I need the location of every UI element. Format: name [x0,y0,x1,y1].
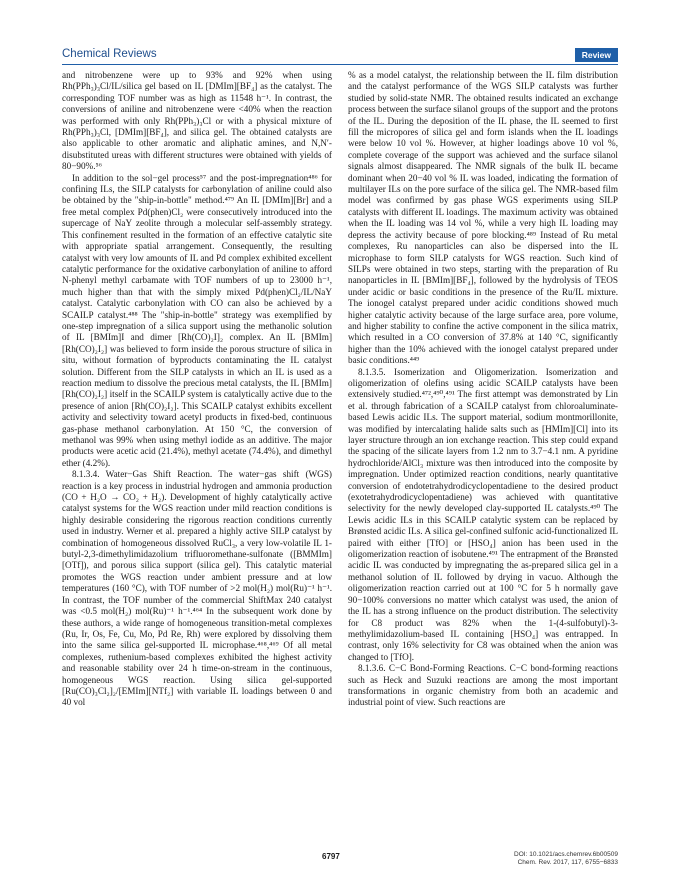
section-paragraph-wgs: 8.1.3.4. Water−Gas Shift Reaction. The water−gas shift (WGS) reaction is a key process in industrial hydrogen and ammonia production (CO + H₂O → CO₂ + H₂). Development of highly catalytically active catalyst systems for the WGS reaction under mild reaction conditions is highly desirable considering the rigorous reaction conditions currently used in industry. Werner et al. prepared a highly active SILP catalyst by combination of homogeneous dissolved RuCl₃, a very low-volatile IL 1-butyl-2,3-dimethylimidazolium trifluoromethane-sulfonate ([BMMIm][OTf]), and porous silica support (silica gel). This catalytic material promotes the WGS reaction under ambient pressure and at low temperatures (160 °C), with TOF number of >2 mol(H₂) mol(Ru)⁻¹ h⁻¹. In contrast, the TOF number of the commercial ShiftMax 240 catalyst was <0.5 mol(H₂) mol(Ru)⁻¹ h⁻¹.⁴⁶⁴ In the subsequent work done by these authors, a wide range of homogeneous transition-metal complexes (Ru, Ir, Os, Fe, Cu, Mo, Pd Re, Rh) were explored by dissolving them into the same silica gel-supported IL microphase.⁴⁶⁸,⁴⁶⁹ Of all metal complexes, ruthenium-based complexes exhibited the highest activity and reasonable stability over 24 h time-on-stream in the continuous, homogeneous WGS reaction. Using silica gel-supported [Ru(CO)₃Cl₂]₂/[EMIm][NTf₂] with variable IL loadings between 0 and 40 vol [62,469,332,708]
journal-title: Chemical Reviews [62,48,157,60]
paragraph: In addition to the sol−gel process⁵⁷ and the post-impregnation⁴⁸⁶ for confining ILs, the SILP catalysts for carbonylation of aniline could also be obtained by the "ship-in-bottle" method.⁴⁷⁹ An IL [DMIm][Br] and a free metal complex Pd(phen)Cl₂ were consecutively introduced into the supercage of NaY zeolite through a molecular self-assembly strategy. This confinement resulted in the formation of an effective catalytic site with appropriate spatial arrangement. Consequently, the resulting catalyst with very low amounts of IL and Pd complex exhibited excellent catalytic performance for the oxidative carbonylation of aniline to afford N-phenyl methyl carbamate with TOF numbers of up to 23000 h⁻¹, much higher than that with the simply mixed Pd(phen)Cl₂/IL/NaY catalyst. Catalytic carbonylation with CO can also be achieved by a SCAILP catalyst.⁴⁸⁸ The "ship-in-bottle" strategy was exemplified by one-step impregnation of a silica support using the methanolic solution of IL [BMIm]I and dimer [Rh(CO)₂I]₂ complex. An IL [BMIm][Rh(CO)₂I₂] was believed to form inside the porous structure of silica in situ, without formation of byproducts contaminating the IL catalyst solution. Different from the SILP catalysts in which an IL is used as a reaction medium to dissolve the precious metal catalysts, the IL [BMIm][Rh(CO)₂I₂] itself in the SCAILP system is catalytically active due to the presence of anion [Rh(CO)₂I₂]. This SCAILP catalyst exhibits excellent activity and selectivity toward acetyl products in fixed-bed, continuous gas-phase methanol carbonylation. At 150 °C, the conversion of methanol was 99% when using methyl iodide as an additive. The major products were acetic acid (21.4%), methyl acetate (74.4%), and dimethyl ether (4.2%). [62,172,332,468]
header-rule [62,64,618,65]
left-column [62,70,332,845]
footer-citation [514,851,618,867]
section-paragraph-cc-bond: 8.1.3.6. C−C Bond-Forming Reactions. C−C bond-forming reactions such as Heck and Suzuki reactions are among the most important transformations in organic chemistry from both an academic and industrial point of view. Such reactions are [348,663,618,708]
journal-citation: Chem. Rev. 2017, 117, 6755−6833 [517,859,618,866]
page-header [62,48,618,62]
paragraph: % as a model catalyst, the relationship between the IL film distribution and the catalyst performance of the WGS SILP catalysts was further studied by solid-state NMR. The obtained results indicated an exchange process between the surface silanol groups of the support and the protons of the IL. During the deposition of the IL phase, the IL seemed to first fill the micropores of silica gel and form islands when the IL loadings were below 10 vol %. However, at higher loadings above 10 vol %, complete coverage of the support was achieved and the surface silanol signals almost disappeared. The NMR signals of the bulk IL became dominant when 20−40 vol % IL was loaded, indicating the formation of multilayer ILs on the pore surface of the silica gel. The NMR-based film model was confirmed by gas phase WGS experiments using SILP catalysts with different IL loadings. The maximum activity was obtained when the IL loading was 14 vol %, while a very high IL loading may depress the activity because of pore blocking.⁴⁸⁹ Instead of Ru metal complexes, Ru nanoparticles can also be dispersed into the IL microphase to form SILP catalysts for WGS reaction. Such kind of SILPs were obtained in two steps, starting with the preparation of Ru nanoparticles in IL [BMIm][BF₄], followed by the hydrolysis of TEOS under acidic or basic conditions in the presence of the Ru/IL mixture. The ionogel catalyst prepared under acidic conditions showed much higher catalytic activity because of the large surface area, pore volume, and higher stability to confine the active component in the silica matrix, which resulted in a CO conversion of 37.8% at 140 °C, significantly higher than the 10% achieved with the ionogel catalyst prepared under basic conditions.⁴⁴⁹ [348,70,618,366]
right-column [348,70,618,845]
page-number: 6797 [322,852,340,861]
paragraph: and nitrobenzene were up to 93% and 92% when using Rh(PPh₃)₃Cl/IL/silica gel based on IL [DMIm][BF₄] as the catalyst. The corresponding TOF number was as high as 11548 h⁻¹. In contrast, the conversions of aniline and nitrobenzene were <40% when the reaction was performed with only Rh(PPh₃)₃Cl or with a physical mixture of Rh(PPh₃)₃Cl, [DMIm][BF₄], and silica gel. The obtained catalysts are also applicable to other aromatic and aliphatic amines, and N,N′-disubstituted ureas with different structures were obtained with yields of 80−90%.⁵⁶ [62,70,332,172]
section-paragraph-isomerization: 8.1.3.5. Isomerization and Oligomerization. Isomerization and oligomerization of olefins using acidic SCAILP catalysts have been extensively studied.⁴⁷²,⁴⁹⁰,⁴⁹¹ The first attempt was demonstrated by Lin et al. through fabrication of a SCAILP catalyst from chloroaluminate-based Lewis acidic ILs. The support material, sodium montmorillonite, was modified by intercalating halide salts such as [HMIm][Cl] into its layer structure through an ion exchange reaction. This step could expand the spacing of the silicate layers from 1.2 nm to 3.7−4.1 nm. A pyridine hydrochloride/AlCl₃ mixture was then introduced into the composite by impregnation. Under optimized reaction conditions, nearly quantitative conversion of endotetrahydrodicyclopentadiene to the desired product (exotetrahydrodicyclopentadiene) was achieved with quantitative selectivity for the newly developed clay-supported IL catalysts.⁴⁹⁰ The Lewis acidic ILs in this SCAILP catalytic system can be replaced by Brønsted acidic ILs. A silica gel-confined sulfonic acid-functionalized IL paired with either [TfO] or [HSO₄] anion has been used in the oligomerization reaction of isobutene.⁴⁹¹ The entrapment of the Brønsted acidic IL was conducted by impregnating the as-prepared silica gel in a methanol solution of IL followed by drying in vacuo. Although the oligomerization reaction carried out at 100 °C for 5 h normally gave 90−100% conversions no matter which catalyst was used, the anion of the IL has a strong influence on the product distribution. The selectivity for C8 product was 82% when the 1-(4-sulfobutyl)-3-methylimidazolium-based IL containing [HSO₄] was entrapped. In contrast, only 16% selectivity for C8 was obtained when the anion was changed to [TfO]. [348,366,618,662]
doi-link[interactable]: DOI: 10.1021/acs.chemrev.6b00509 [514,851,618,858]
review-badge: Review [575,48,618,62]
